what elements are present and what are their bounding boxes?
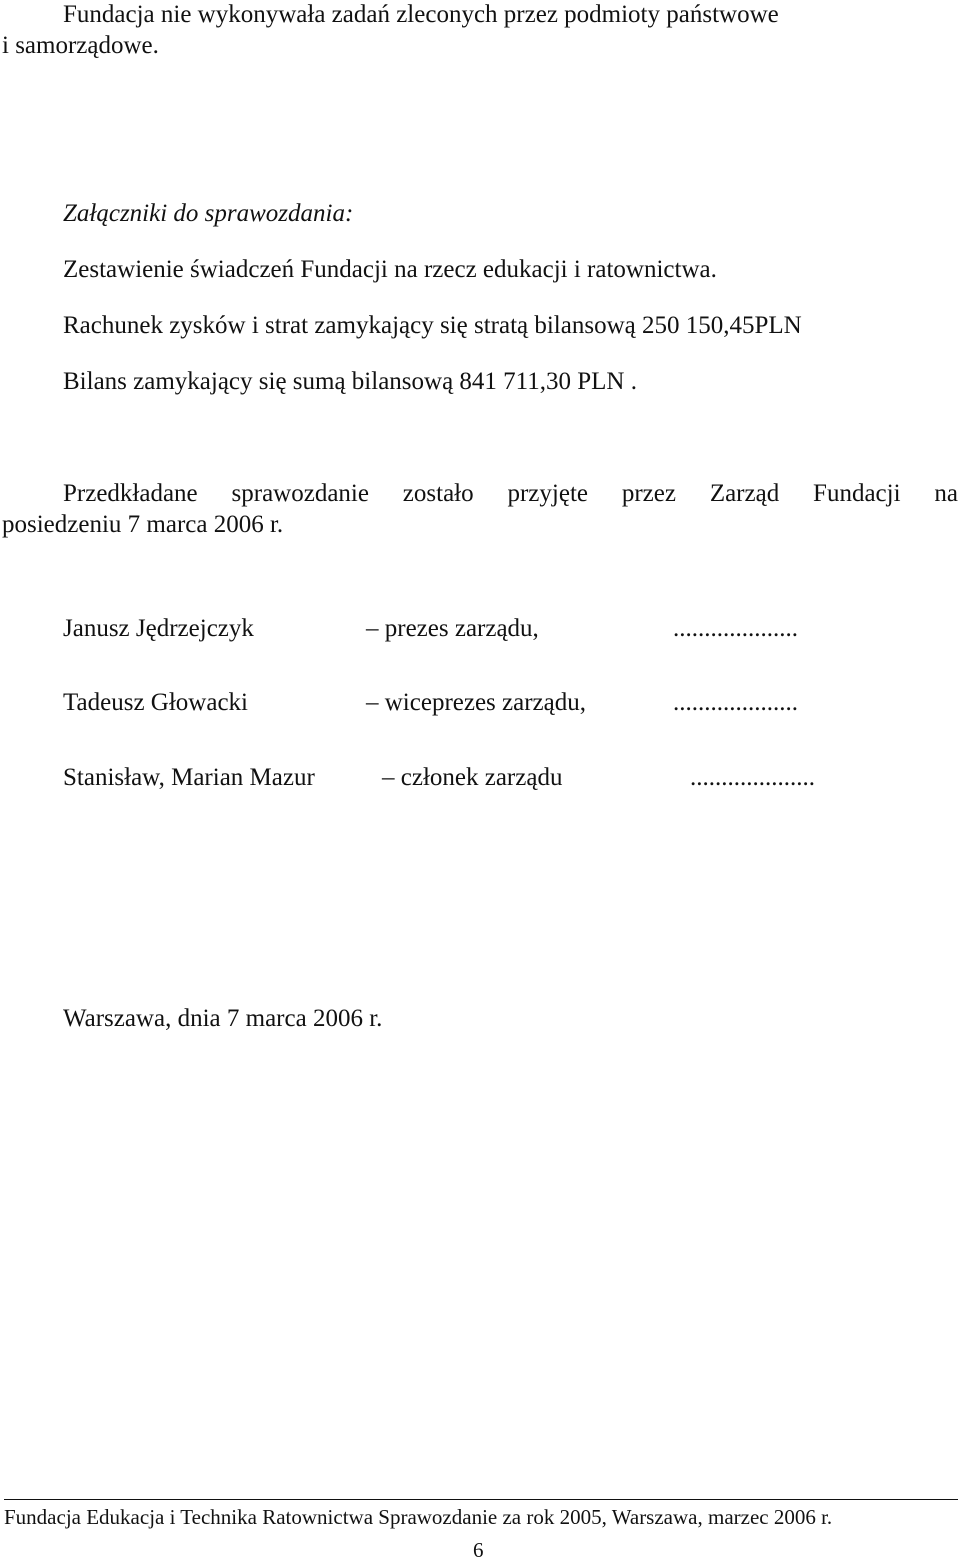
footer-divider bbox=[4, 1499, 958, 1500]
attachment-item-2: Rachunek zysków i strat zamykający się stratą bilansową 250 150,45PLN bbox=[63, 312, 802, 339]
signature-line: .................... bbox=[673, 689, 798, 716]
signatory-role: – wiceprezes zarządu, bbox=[366, 689, 586, 716]
footer-text: Fundacja Edukacja i Technika Ratownictwa Sprawozdanie za rok 2005, Warszawa, marzec 2006 r. bbox=[4, 1505, 833, 1529]
attachment-item-3: Bilans zamykający się sumą bilansową 841 711,30 PLN . bbox=[63, 368, 637, 395]
page-number: 6 bbox=[473, 1538, 484, 1562]
signatory-role: – prezes zarządu, bbox=[366, 615, 539, 642]
signatory-name: Janusz Jędrzejczyk bbox=[63, 615, 254, 642]
signatory-name: Stanisław, Marian Mazur bbox=[63, 764, 315, 791]
signatory-name: Tadeusz Głowacki bbox=[63, 689, 248, 716]
signature-line: .................... bbox=[690, 764, 815, 791]
approval-line-2: posiedzeniu 7 marca 2006 r. bbox=[2, 511, 284, 538]
signatory-role: – członek zarządu bbox=[382, 764, 563, 791]
signature-line: .................... bbox=[673, 615, 798, 642]
paragraph-1-line-2: i samorządowe. bbox=[2, 32, 159, 59]
attachments-heading: Załączniki do sprawozdania: bbox=[63, 200, 354, 227]
place-date: Warszawa, dnia 7 marca 2006 r. bbox=[63, 1005, 383, 1032]
paragraph-1-line-1: Fundacja nie wykonywała zadań zleconych przez podmioty państwowe bbox=[63, 1, 779, 28]
attachment-item-1: Zestawienie świadczeń Fundacji na rzecz edukacji i ratownictwa. bbox=[63, 256, 717, 283]
approval-line-1: Przedkładane sprawozdanie zostało przyjęte przez Zarząd Fundacji na bbox=[63, 480, 958, 507]
